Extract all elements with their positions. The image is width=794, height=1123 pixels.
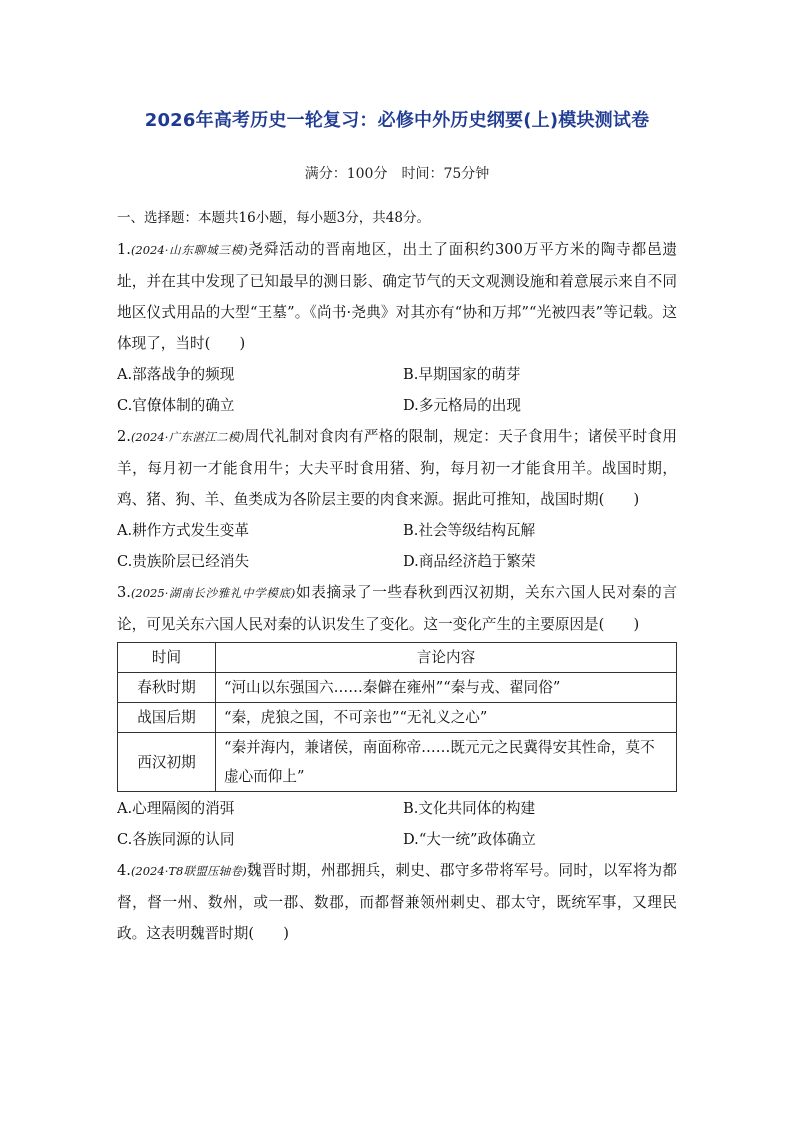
- question-text: 如表摘录了一些春秋到西汉初期，关东六国人民对秦的言论，可见关东六国人民对秦的认识发生了变化。这一变化产生的主要原因是( ): [117, 584, 677, 633]
- question-3: [117, 577, 677, 855]
- table-header: 言论内容: [216, 643, 677, 673]
- question-source: (2024·广东湛江二模): [130, 430, 245, 444]
- options: [117, 359, 677, 421]
- question-source: (2024·T8联盟压轴卷): [130, 864, 247, 878]
- question-4: [117, 855, 677, 949]
- question-source: (2025·湖南长沙雅礼中学模底): [130, 586, 296, 600]
- table-row: [118, 733, 677, 792]
- table-header-row: [118, 643, 677, 673]
- table-cell-quote: “秦并海内，兼诸侯，南面称帝……既元元之民冀得安其性命，莫不虚心而仰上”: [216, 733, 677, 792]
- table-row: [118, 703, 677, 733]
- option-b[interactable]: B.早期国家的萌芽: [403, 366, 521, 383]
- options: [117, 515, 677, 577]
- page-title: 2026年高考历史一轮复习：必修中外历史纲要(上)模块测试卷: [144, 110, 650, 131]
- option-c[interactable]: C.贵族阶层已经消失: [117, 553, 250, 570]
- question-text: 尧舜活动的晋南地区，出土了面积约300万平方米的陶寺都邑遗址，并在其中发现了已知最早的测日影、确定节气的天文观测设施和着意展示来自不同地区仪式用品的大型“王墓”。《尚书·尧典》对其亦有“协和万邦”“光被四表”等记载。这体现了，当时( ): [117, 241, 677, 352]
- question-stem: [117, 421, 677, 515]
- option-d[interactable]: D.商品经济趋于繁荣: [403, 553, 536, 570]
- exam-info: 满分：100分 时间：75分钟: [304, 166, 490, 182]
- table-row: [118, 673, 677, 703]
- option-d[interactable]: D.“大一统”政体确立: [403, 831, 536, 848]
- options: [117, 793, 677, 855]
- table-cell-quote: “秦，虎狼之国，不可亲也”“无礼义之心”: [216, 703, 677, 733]
- question-number: 2.: [117, 428, 131, 445]
- question-number: 3.: [117, 584, 131, 601]
- option-c[interactable]: C.官僚体制的确立: [117, 397, 235, 414]
- option-c[interactable]: C.各族同源的认同: [117, 831, 235, 848]
- table-cell-period: 西汉初期: [118, 733, 216, 792]
- question-stem: [117, 855, 677, 949]
- question-text: 周代礼制对食肉有严格的限制，规定：天子食用牛；诸侯平时食用羊，每月初一才能食用牛；大夫平时食用猪、狗，每月初一才能食用羊。战国时期，鸡、猪、狗、羊、鱼类成为各阶层主要的肉食来源。据此可推知，战国时期( ): [117, 428, 677, 508]
- option-a[interactable]: A.心理隔阂的消弭: [117, 800, 235, 817]
- option-b[interactable]: B.社会等级结构瓦解: [403, 522, 536, 539]
- option-a[interactable]: A.耕作方式发生变革: [117, 522, 249, 539]
- option-b[interactable]: B.文化共同体的构建: [403, 800, 536, 817]
- table-header: 时间: [118, 643, 216, 673]
- table-cell-quote: “河山以东强国六……秦僻在雍州”“秦与戎、翟同俗”: [216, 673, 677, 703]
- question-source: (2024·山东聊城三模): [130, 243, 248, 257]
- question-1: [117, 234, 677, 421]
- question-text: 魏晋时期，州郡拥兵，刺史、郡守多带将军号。同时，以军将为都督，督一州、数州，或一郡、数郡，而都督兼领州刺史、郡太守，既统军事，又理民政。这表明魏晋时期( ): [117, 862, 677, 942]
- question-number: 1.: [117, 241, 131, 258]
- question-stem: [117, 577, 677, 640]
- table-cell-period: 战国后期: [118, 703, 216, 733]
- question-stem: [117, 234, 677, 359]
- section-heading: 一、选择题：本题共16小题，每小题3分，共48分。: [117, 210, 430, 226]
- option-d[interactable]: D.多元格局的出现: [403, 397, 521, 414]
- question-2: [117, 421, 677, 577]
- table-cell-period: 春秋时期: [118, 673, 216, 703]
- option-a[interactable]: A.部落战争的频现: [117, 366, 235, 383]
- exam-content: [117, 203, 677, 949]
- quote-table: [117, 642, 677, 792]
- question-number: 4.: [117, 862, 131, 879]
